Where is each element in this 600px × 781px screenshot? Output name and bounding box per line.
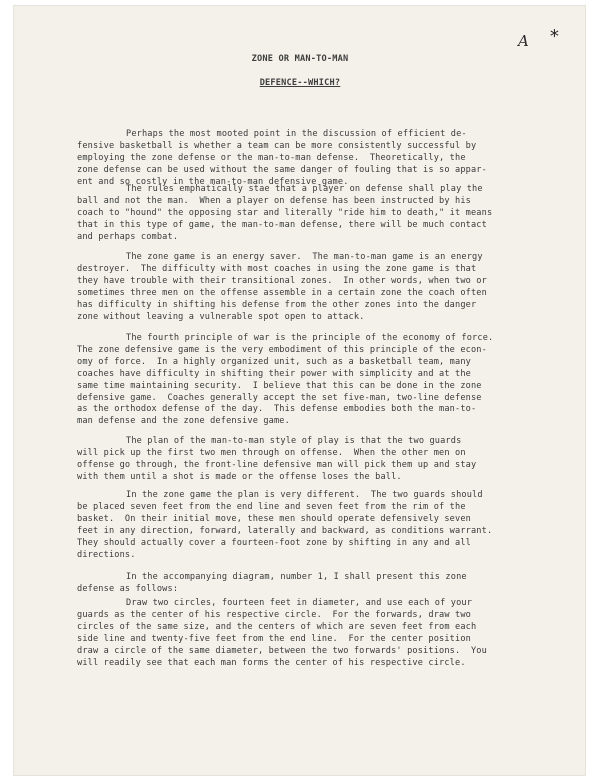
text-line: They should actually cover a fourteen-foot zone by shifting in any and all (77, 537, 471, 548)
text-line: Perhaps the most mooted point in the discussion of efficient de- (126, 129, 467, 139)
text-line: feet in any direction, forward, laterally and backward, as conditions warrant. (77, 525, 493, 536)
text-line: The zone game is an energy saver. The man-to-man game is an energy (126, 252, 483, 262)
text-line: defense as follows: (77, 583, 179, 594)
handwritten-mark-asterisk: * (549, 26, 560, 47)
text-line: side line and twenty-five feet from the end line. For the center position (77, 633, 471, 644)
text-line: that in this type of game, the man-to-man defense, there will be much contact (77, 219, 487, 230)
text-line: ent and so costly in the man-to-man defensive game. (77, 176, 349, 187)
text-line: as the orthodox defense of the day. This defense embodies both the man-to- (77, 404, 477, 415)
text-line: with them until a shot is made or the offense loses the ball. (77, 471, 402, 482)
text-line: The zone defensive game is the very embodiment of this principle of the econ- (77, 344, 487, 355)
handwritten-mark-a: A (518, 32, 529, 50)
text-line: will pick up the first two men through on offense. When the other men on (77, 447, 466, 458)
text-line: guards as the center of his respective circle. For the forwards, draw two (77, 609, 471, 620)
text-line: zone without leaving a vulnerable spot open to attack. (77, 311, 365, 322)
text-line: will readily see that each man forms the center of his respective circle. (77, 657, 466, 668)
text-line: The plan of the man-to-man style of play is that the two guards (126, 436, 462, 446)
text-line: fensive basketball is whether a team can be more consistently successful by (77, 140, 477, 151)
text-line: Draw two circles, fourteen feet in diameter, and use each of your (126, 598, 473, 608)
text-line: zone defense can be used without the same danger of fouling that is so appar- (77, 164, 487, 175)
text-line: circles of the same size, and the centers of which are seven feet from each (77, 621, 477, 632)
text-line: employing the zone defense or the man-to-man defense. Theoretically, the (77, 152, 466, 163)
text-line: destroyer. The difficulty with most coaches in using the zone game is that (77, 263, 477, 274)
text-line: The fourth principle of war is the principle of the economy of force. (126, 333, 494, 343)
text-line: coach to "hound" the opposing star and literally "ride him to death," it means (77, 207, 493, 218)
text-line: ball and not the man. When a player on defense has been instructed by his (77, 195, 471, 206)
text-line: man defense and the zone defensive game. (77, 416, 290, 427)
text-line: be placed seven feet from the end line and seven feet from the rim of the (77, 501, 466, 512)
text-line: omy of force. In a highly organized unit, such as a basketball team, many (77, 356, 471, 367)
text-line: The rules emphatically stae that a player on defense shall play the (126, 184, 483, 194)
text-line: offense go through, the front-line defensive man will pick them up and stay (77, 459, 477, 470)
text-line: has difficulty in shifting his defense from the other zones into the danger (77, 299, 477, 310)
text-line: In the accompanying diagram, number 1, I shall present this zone (126, 572, 467, 582)
text-line: defensive game. Coaches generally accept the set five-man, two-line defense (77, 392, 482, 403)
document-title: ZONE OR MAN-TO-MAN (251, 54, 349, 64)
text-line: same time maintaining security. I believe that this can be done in the zone (77, 380, 482, 391)
text-line: directions. (77, 549, 136, 560)
text-line: draw a circle of the same diameter, between the two forwards' positions. You (77, 645, 487, 656)
text-line: and perhaps combat. (77, 231, 179, 242)
document-subtitle: DEFENCE--WHICH? (259, 78, 341, 88)
text-line: basket. On their initial move, these men should operate defensively seven (77, 513, 471, 524)
text-line: In the zone game the plan is very different. The two guards should (126, 490, 483, 500)
text-line: they have trouble with their transitional zones. In other words, when two or (77, 275, 487, 286)
text-line: coaches have difficulty in shifting their power with simplicity and at the (77, 368, 471, 379)
text-line: sometimes three men on the offense assemble in a certain zone the coach often (77, 287, 487, 298)
